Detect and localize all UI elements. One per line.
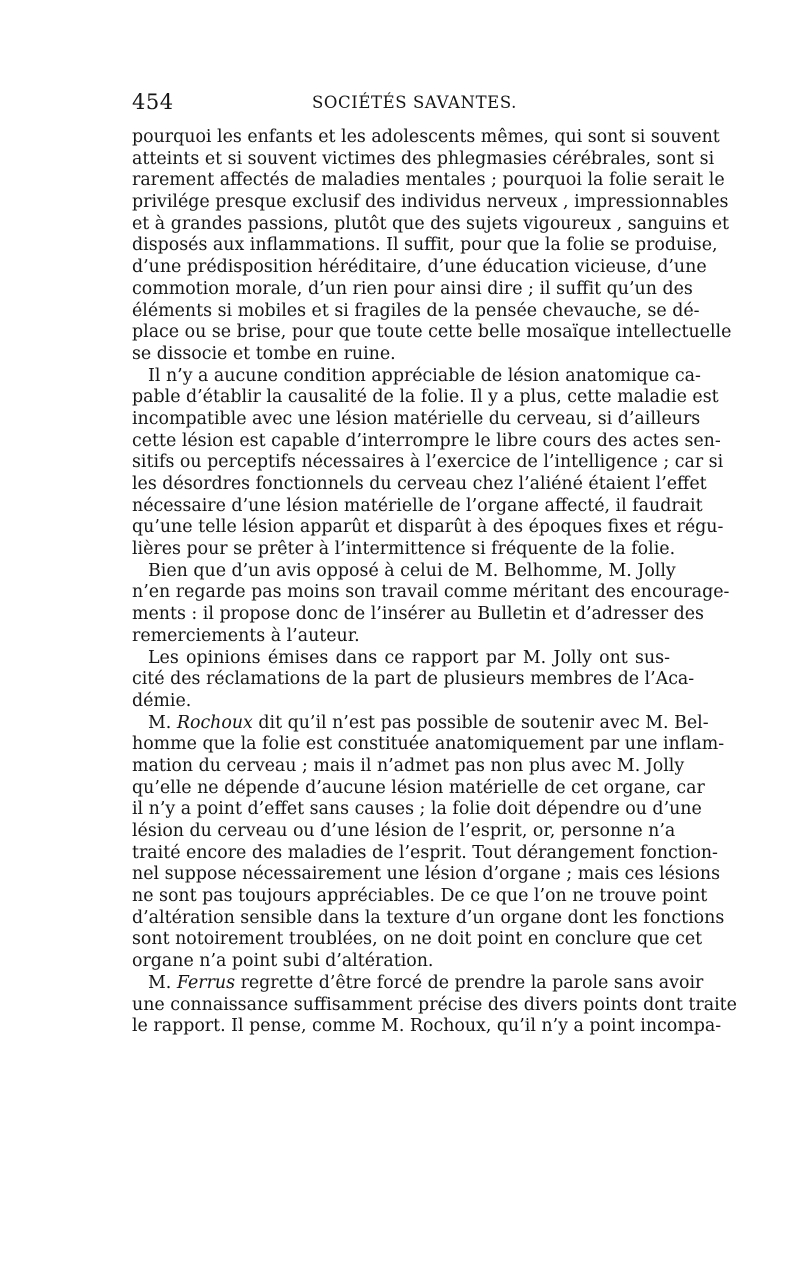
text-line: privilége presque exclusif des individus nerveux , impressionnables <box>132 192 729 213</box>
text-line: éléments si mobiles et si fragiles de la pensée chevauche, se dé- <box>132 300 700 321</box>
text-line: une connaissance suffisamment précise des divers points dont traite <box>132 994 737 1015</box>
page-header <box>132 90 670 116</box>
text-line <box>132 712 709 735</box>
speaker-name: Rochoux <box>176 712 253 733</box>
text-line: cette lésion est capable d’interrompre le libre cours des actes sen- <box>132 430 721 451</box>
name-prefix: M. <box>148 712 177 733</box>
text-line: nécessaire d’une lésion matérielle de l’organe affecté, il faudrait <box>132 495 703 516</box>
text-line: cité des réclamations de la part de plusieurs membres de l’Aca- <box>132 669 695 690</box>
body-text <box>132 127 737 1038</box>
text-line: Bien que d’un avis opposé à celui de M. Belhomme, M. Jolly <box>148 560 676 581</box>
text-line: sont notoirement troublées, on ne doit point en conclure que cet <box>132 929 703 950</box>
text-line: nel suppose nécessairement une lésion d’organe ; mais ces lésions <box>132 864 720 885</box>
speaker-name: Ferrus <box>176 972 236 993</box>
name-line-rest: dit qu’il n’est pas possible de soutenir avec M. Bel- <box>252 712 709 733</box>
text-line: sitifs ou perceptifs nécessaires à l’exercice de l’intelligence ; car si <box>132 452 724 473</box>
text-line: remerciements à l’auteur. <box>132 625 360 646</box>
text-line: d’une prédisposition héréditaire, d’une éducation vicieuse, d’une <box>132 257 707 278</box>
text-line: Il n’y a aucune condition appréciable de lésion anatomique ca- <box>148 365 701 386</box>
text-line: disposés aux inflammations. Il suffit, pour que la folie se produise, <box>132 235 718 256</box>
text-line: rarement affectés de maladies mentales ; pourquoi la folie serait le <box>132 170 725 191</box>
text-line: ne sont pas toujours appréciables. De ce que l’on ne trouve point <box>132 886 708 907</box>
text-line: incompatible avec une lésion matérielle du cerveau, si d’ailleurs <box>132 408 701 429</box>
paragraph <box>132 365 724 561</box>
paragraph <box>132 972 737 1038</box>
text-line: démie. <box>132 690 192 711</box>
text-line: n’en regarde pas moins son travail comme méritant des encourage- <box>132 582 730 603</box>
page-number: 454 <box>132 90 174 114</box>
text-line: d’altération sensible dans la texture d’un organe dont les fonctions <box>132 907 725 928</box>
text-line: se dissocie et tombe en ruine. <box>132 343 396 364</box>
name-line-rest: regrette d’être forcé de prendre la parole sans avoir <box>235 972 704 993</box>
paragraph <box>132 560 730 648</box>
text-line: ments : il propose donc de l’insérer au Bulletin et d’adresser des <box>132 604 704 625</box>
text-line: place ou se brise, pour que toute cette belle mosaïque intellectuelle <box>132 322 732 343</box>
paragraph <box>132 127 732 366</box>
text-line: qu’une telle lésion apparût et disparût à des époques fixes et régu- <box>132 517 724 538</box>
text-line: commotion morale, d’un rien pour ainsi dire ; il suffit qu’un des <box>132 278 693 299</box>
text-line: les désordres fonctionnels du cerveau chez l’aliéné étaient l’effet <box>132 474 707 494</box>
text-line: il n’y a point d’effet sans causes ; la folie doit dépendre ou d’une <box>132 799 702 820</box>
text-line: organe n’a point subi d’altération. <box>132 951 434 972</box>
running-title: SOCIÉTÉS SAVANTES. <box>312 93 517 112</box>
text-line: lésion du cerveau ou d’une lésion de l’esprit, or, personne n’a <box>132 821 676 841</box>
text-line: pable d’établir la causalité de la folie. Il y a plus, cette maladie est <box>132 387 719 408</box>
text-line: lières pour se prêter à l’intermittence si fréquente de la folie. <box>132 539 676 560</box>
text-line: atteints et si souvent victimes des phlegmasies cérébrales, sont si <box>132 148 715 169</box>
text-line: traité encore des maladies de l’esprit. Tout dérangement fonction- <box>132 842 718 863</box>
text-line: mation du cerveau ; mais il n’admet pas non plus avec M. Jolly <box>132 755 685 776</box>
text-line: le rapport. Il pense, comme M. Rochoux, qu’il n’y a point incompa- <box>132 1016 722 1037</box>
text-line: Les opinions émises dans ce rapport par M. Jolly ont sus- <box>148 647 670 668</box>
name-prefix: M. <box>148 972 177 993</box>
text-line: pourquoi les enfants et les adolescents mêmes, qui sont si souvent <box>132 127 720 147</box>
text-line: et à grandes passions, plutôt que des sujets vigoureux , sanguins et <box>132 213 730 234</box>
paragraph <box>132 647 695 713</box>
paragraph <box>132 712 725 973</box>
text-line: homme que la folie est constituée anatomiquement par une inflam- <box>132 734 725 755</box>
text-line <box>132 972 704 995</box>
text-line: qu’elle ne dépende d’aucune lésion matérielle de cet organe, car <box>132 777 705 798</box>
